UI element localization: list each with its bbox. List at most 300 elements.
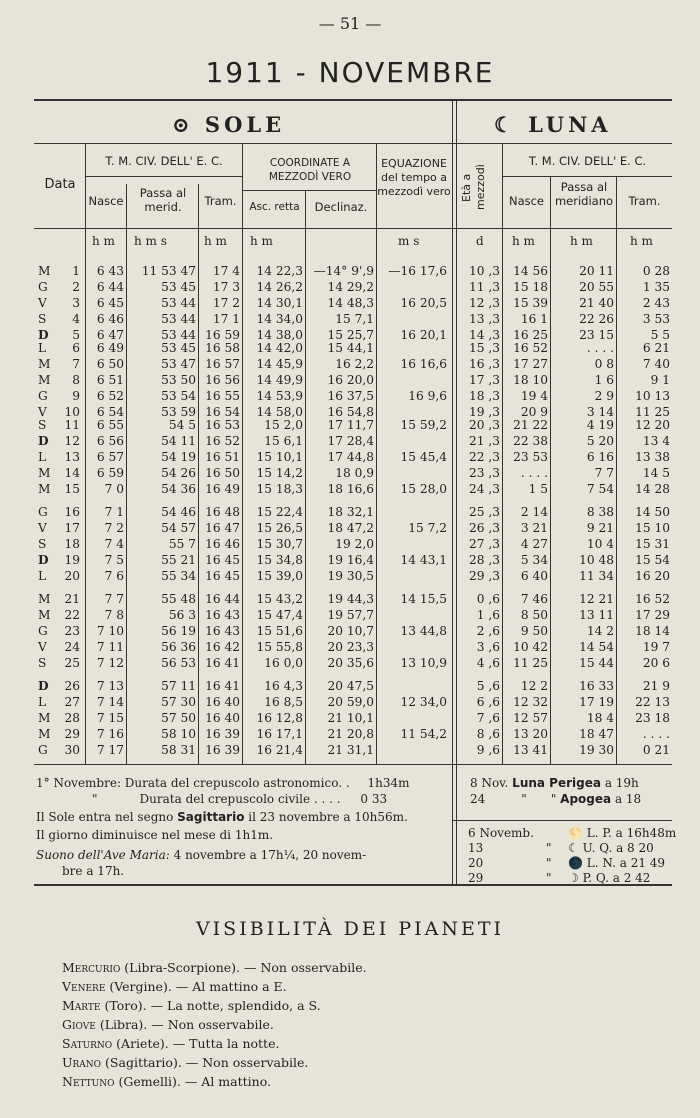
cell-d: 9 [72,389,80,403]
table-row [0,521,700,537]
cell-nl: . . . . [520,466,548,480]
cell-nl: 7 46 [520,592,548,606]
cell-ar: 15 6,1 [264,434,303,448]
cell-tl: 14 5 [642,466,670,480]
cell-tl: 15 10 [635,521,670,535]
cell-ps: 53 47 [161,357,196,371]
cell-d: 21 [64,592,80,606]
row-group [0,592,700,672]
cell-tl: 10 13 [635,389,670,403]
cell-ns: 7 13 [96,679,124,693]
cell-nl: 14 56 [513,264,548,278]
cell-d: 1 [72,264,80,278]
cell-et: 21 ,3 [468,434,500,448]
cell-ts: 16 52 [205,434,240,448]
cell-tl: 23 18 [635,711,670,725]
cell-ns: 7 1 [104,505,124,519]
cell-dc: 15 25,7 [327,328,374,342]
cell-wd: M [38,264,51,278]
cell-ar: 15 55,8 [256,640,303,654]
cell-dc: 18 47,2 [327,521,374,535]
cell-d: 15 [64,482,80,496]
cell-nl: 6 40 [520,569,548,583]
cell-wd: M [38,357,51,371]
cell-wd: G [38,389,48,403]
cell-et: 18 ,3 [468,389,500,403]
table-bottom-rule [34,764,672,765]
cell-wd: L [38,341,47,355]
cell-ps: 53 44 [161,296,196,310]
luna-header-tm-civ: T. M. CIV. DELL' E. C. [528,154,647,168]
cell-wd: M [38,592,51,606]
cell-ar: 16 0,0 [264,656,303,670]
moon-phase-row [468,856,665,870]
cell-wd: V [38,640,47,654]
cell-ar: 15 30,7 [256,537,303,551]
cell-ps: 57 50 [161,711,196,725]
luna-header-tram: Tram. [628,194,661,208]
unit-asc: h m [250,234,273,248]
cell-nl: 16 1 [520,312,548,326]
cell-ps: 54 36 [161,482,196,496]
cell-pl: 9 21 [586,521,614,535]
cell-d: 4 [72,312,80,326]
cell-ts: 17 1 [212,312,240,326]
coord-subrule [242,190,376,191]
cell-dc: 17 44,8 [327,450,374,464]
cell-pl: 6 16 [586,450,614,464]
cell-d: 17 [64,521,80,535]
sole-label: SOLE [204,112,286,137]
note-apogea: 24 " " Apogea a 18 [470,792,642,806]
cell-ar: 15 43,2 [256,592,303,606]
cell-d: 12 [64,434,80,448]
cell-nl: 19 4 [520,389,548,403]
cell-dc: —14° 9',9 [313,264,374,278]
page-number: — 51 — [318,14,382,33]
cell-ar: 14 45,9 [256,357,303,371]
cell-ts: 16 45 [205,553,240,567]
cell-ts: 16 47 [205,521,240,535]
visibility-title: VISIBILITÀ DEI PIANETI [195,918,505,940]
table-row [0,592,700,608]
cell-nl: 22 38 [513,434,548,448]
cell-tl: 9 1 [650,373,670,387]
cell-tl: 2 43 [642,296,670,310]
cell-nl: 16 52 [513,341,548,355]
cell-tl: 6 21 [642,341,670,355]
table-row [0,624,700,640]
cell-ts: 16 51 [205,450,240,464]
cell-eq: 16 9,6 [408,389,447,403]
planet-name: Saturno [62,1036,113,1051]
cell-ar: 16 8,5 [264,695,303,709]
cell-ar: 14 38,0 [256,328,303,342]
cell-et: 14 ,3 [468,328,500,342]
table-row [0,711,700,727]
cell-nl: 11 25 [513,656,548,670]
cell-ps: 53 45 [161,341,196,355]
cell-nl: 16 25 [513,328,548,342]
table-top-rule [34,99,672,101]
cell-ps: 54 46 [161,505,196,519]
planet-text: (Ariete). — Tutta la notte. [112,1036,280,1051]
cell-ts: 16 50 [205,466,240,480]
note-perigea: 8 Nov. Luna Perigea a 19h [470,776,639,790]
cell-pl: 23 15 [579,328,614,342]
cell-ar: 14 22,3 [256,264,303,278]
cell-pl: 3 14 [586,405,614,419]
cell-ar: 14 30,1 [256,296,303,310]
cell-ps: 57 11 [161,679,196,693]
cell-wd: M [38,466,51,480]
cell-nl: 5 34 [520,553,548,567]
cell-ar: 16 12,8 [256,711,303,725]
moon-phase-row [468,826,676,840]
cell-et: 11 ,3 [468,280,500,294]
cell-et: 19 ,3 [468,405,500,419]
table-row [0,727,700,743]
cell-ps: 57 30 [161,695,196,709]
page-title: 1911 - NOVEMBRE [205,56,495,89]
cell-nl: 3 21 [520,521,548,535]
cell-eq: 12 34,0 [400,695,447,709]
luna-header-passa: Passa al meridiano [554,180,614,208]
cell-tl: 15 31 [635,537,670,551]
cell-pl: 20 55 [579,280,614,294]
table-row [0,608,700,624]
planet-text: (Sagittario). — Non osservabile. [101,1055,309,1070]
table-row [0,296,700,312]
cell-eq: 13 44,8 [400,624,447,638]
cell-et: 8 ,6 [476,727,500,741]
cell-d: 23 [64,624,80,638]
moon-phase-icon: 🌕 [568,826,587,840]
cell-ts: 17 4 [212,264,240,278]
cell-eq: 15 28,0 [400,482,447,496]
cell-pl: 1 6 [594,373,614,387]
cell-pl: 7 54 [586,482,614,496]
cell-pl: 8 38 [586,505,614,519]
phase-date: 20 [468,856,484,870]
cell-tl: 13 4 [642,434,670,448]
planet-item [62,1072,367,1091]
cell-ps: 56 19 [161,624,196,638]
cell-d: 11 [64,418,80,432]
cell-tl: 16 20 [635,569,670,583]
cell-ps: 53 44 [161,328,196,342]
cell-et: 2 ,6 [476,624,500,638]
cell-ns: 7 11 [96,640,124,654]
planet-name: Urano [62,1055,102,1070]
planet-text: (Libra-Scorpione). — Non osservabile. [120,960,367,975]
cell-ns: 6 54 [96,405,124,419]
cell-tl: 7 40 [642,357,670,371]
cell-ps: 54 11 [161,434,196,448]
table-row [0,679,700,695]
cell-d: 6 [72,341,80,355]
cell-et: 4 ,6 [476,656,500,670]
note-crepuscolo-civile: " Durata del crepuscolo civile . . . . 0 33 [92,792,388,806]
cell-ps: 53 45 [161,280,196,294]
cell-d: 8 [72,373,80,387]
table-row [0,418,700,434]
cell-dc: 14 48,3 [327,296,374,310]
cell-ts: 16 54 [205,405,240,419]
cell-ps: 54 57 [161,521,196,535]
cell-d: 29 [64,727,80,741]
table-row [0,695,700,711]
cell-ps: 56 53 [161,656,196,670]
table-row [0,537,700,553]
cell-dc: 20 10,7 [327,624,374,638]
tm-subrule [85,176,242,177]
cell-tl: 0 21 [642,743,670,757]
cell-wd: G [38,505,48,519]
table-row [0,341,700,357]
cell-eq: 13 10,9 [400,656,447,670]
row-group [0,679,700,759]
cell-et: 22 ,3 [468,450,500,464]
cell-eq: 14 43,1 [400,553,447,567]
cell-d: 5 [72,328,80,342]
cell-ts: 16 56 [205,373,240,387]
table-row [0,505,700,521]
table-row [0,389,700,405]
cell-ts: 16 42 [205,640,240,654]
table-row [0,357,700,373]
cell-d: 10 [64,405,80,419]
cell-et: 20 ,3 [468,418,500,432]
cell-ps: 58 31 [161,743,196,757]
cell-d: 2 [72,280,80,294]
cell-eq: 16 20,5 [400,296,447,310]
unit-luna-passa: h m [570,234,593,248]
table-row [0,640,700,656]
cell-ps: 53 50 [161,373,196,387]
cell-nl: 9 50 [520,624,548,638]
planet-item [62,1015,367,1034]
cell-ar: 16 4,3 [264,679,303,693]
cell-d: 24 [64,640,80,654]
unit-passa: h m s [134,234,167,248]
cell-nl: 21 22 [513,418,548,432]
phase-text: L. N. a 21 49 [586,856,666,870]
phase-text: L. P. a 16h48m [586,826,677,840]
cell-nl: 1 5 [528,482,548,496]
cell-ar: 14 53,9 [256,389,303,403]
cell-et: 1 ,6 [476,608,500,622]
cell-eq: 16 16,6 [400,357,447,371]
cell-ar: 15 10,1 [256,450,303,464]
cell-ns: 6 56 [96,434,124,448]
cell-wd: S [38,312,47,326]
cell-dc: 18 16,6 [327,482,374,496]
cell-et: 15 ,3 [468,341,500,355]
unit-eta: d [476,234,484,248]
cell-wd: M [38,482,51,496]
cell-ns: 7 16 [96,727,124,741]
unit-eq: m s [398,234,420,248]
cell-d: 25 [64,656,80,670]
cell-wd: L [38,450,47,464]
cell-ps: 54 19 [161,450,196,464]
cell-pl: 18 4 [586,711,614,725]
planet-item [62,1053,367,1072]
header-passa: Passa al merid. [139,186,187,214]
cell-tl: 15 54 [635,553,670,567]
cell-et: 29 ,3 [468,569,500,583]
cell-ts: 16 53 [205,418,240,432]
cell-wd: L [38,569,47,583]
cell-et: 16 ,3 [468,357,500,371]
row-group [0,341,700,421]
section-header-rule [34,143,672,144]
cell-wd: M [38,373,51,387]
cell-wd: L [38,695,47,709]
cell-wd: G [38,743,48,757]
cell-ps: 55 48 [161,592,196,606]
cell-pl: 22 26 [579,312,614,326]
luna-label: LUNA [528,112,612,137]
cell-tl: 13 38 [635,450,670,464]
luna-tm-subrule [502,176,672,177]
cell-ts: 16 49 [205,482,240,496]
cell-dc: 19 57,7 [327,608,374,622]
cell-ps: 53 59 [161,405,196,419]
cell-wd: M [38,711,51,725]
phase-text: P. Q. a 2 42 [582,871,651,885]
cell-tl: 0 28 [642,264,670,278]
cell-ns: 6 45 [96,296,124,310]
cell-nl: 12 32 [513,695,548,709]
table-row [0,743,700,759]
cell-ns: 6 44 [96,280,124,294]
cell-dc: 16 37,5 [327,389,374,403]
row-group [0,264,700,344]
cell-ar: 15 39,0 [256,569,303,583]
cell-ps: 53 44 [161,312,196,326]
cell-tl: 14 50 [635,505,670,519]
planet-text: (Libra). — Non osservabile. [95,1017,274,1032]
cell-ar: 16 21,4 [256,743,303,757]
unit-luna-tram: h m [630,234,653,248]
cell-ns: 6 52 [96,389,124,403]
phase-text: U. Q. a 8 20 [582,841,654,855]
note-crepuscolo-astro: 1° Novembre: Durata del crepuscolo astronomico. . 1h34m [36,776,410,790]
cell-et: 27 ,3 [468,537,500,551]
cell-tl: 19 7 [642,640,670,654]
cell-ns: 6 43 [96,264,124,278]
cell-ns: 6 49 [96,341,124,355]
cell-ns: 6 57 [96,450,124,464]
header-data: Data [44,177,76,192]
phase-date: 6 Novemb. [468,826,534,840]
cell-ts: 16 40 [205,711,240,725]
cell-et: 17 ,3 [468,373,500,387]
cell-tl: 3 53 [642,312,670,326]
table-row [0,434,700,450]
cell-nl: 8 50 [520,608,548,622]
cell-et: 12 ,3 [468,296,500,310]
cell-et: 5 ,6 [476,679,500,693]
cell-nl: 23 53 [513,450,548,464]
cell-wd: M [38,608,51,622]
cell-pl: . . . . [586,341,614,355]
header-coordinate: COORDINATE A MEZZODÌ VERO [268,157,352,183]
cell-ar: 15 14,2 [256,466,303,480]
cell-tl: 14 28 [635,482,670,496]
cell-eq: 15 7,2 [408,521,447,535]
cell-ns: 7 0 [104,482,124,496]
note-ave-maria-2: bre a 17h. [62,864,125,878]
cell-pl: 17 19 [579,695,614,709]
header-nasce: Nasce [88,194,124,208]
cell-dc: 19 16,4 [327,553,374,567]
cell-wd: V [38,296,47,310]
cell-nl: 18 10 [513,373,548,387]
cell-et: 25 ,3 [468,505,500,519]
row-group [0,505,700,585]
moon-icon: ☾ [494,112,517,137]
cell-ts: 16 59 [205,328,240,342]
cell-ns: 7 17 [96,743,124,757]
cell-d: 27 [64,695,80,709]
cell-d: 26 [64,679,80,693]
planet-text: (Toro). — La notte, splendido, a S. [100,998,321,1013]
header-declinaz: Declinaz. [314,200,368,214]
cell-wd: S [38,656,47,670]
cell-dc: 20 59,0 [327,695,374,709]
cell-ar: 14 42,0 [256,341,303,355]
cell-ns: 7 8 [104,608,124,622]
planet-text: (Vergine). — Al mattino a E. [105,979,287,994]
planet-name: Marte [62,998,101,1013]
cell-ts: 16 45 [205,569,240,583]
cell-et: 10 ,3 [468,264,500,278]
cell-tl: 11 25 [635,405,670,419]
cell-et: 9 ,6 [476,743,500,757]
note-giorno: Il giorno diminuisce nel mese di 1h1m. [36,828,274,842]
cell-ar: 15 22,4 [256,505,303,519]
cell-ts: 16 41 [205,679,240,693]
cell-nl: 17 27 [513,357,548,371]
planet-item [62,1034,367,1053]
cell-wd: S [38,537,47,551]
phase-date: 13 [468,841,484,855]
cell-ns: 7 10 [96,624,124,638]
cell-eq: 15 45,4 [400,450,447,464]
cell-eq: 11 54,2 [400,727,447,741]
moon-phase-row [468,871,650,885]
note-ave-maria: Suono dell'Ave Maria: 4 novembre a 17h¼, 20 novem- [36,848,367,862]
cell-ps: 54 5 [168,418,196,432]
moon-phase-icon: ☽ [568,871,583,885]
cell-ts: 16 55 [205,389,240,403]
cell-ts: 16 43 [205,624,240,638]
cell-eq: 16 20,1 [400,328,447,342]
cell-d: 14 [64,466,80,480]
cell-ps: 54 26 [161,466,196,480]
cell-ps: 56 36 [161,640,196,654]
header-asc-retta: Asc. retta [249,201,300,213]
cell-ts: 16 48 [205,505,240,519]
planet-text: (Gemelli). — Al mattino. [114,1074,271,1089]
cell-dc: 17 28,4 [327,434,374,448]
cell-d: 3 [72,296,80,310]
note-sole-segno: Il Sole entra nel segno Sagittario il 23 novembre a 10h56m. [36,810,408,824]
table-row [0,280,700,296]
